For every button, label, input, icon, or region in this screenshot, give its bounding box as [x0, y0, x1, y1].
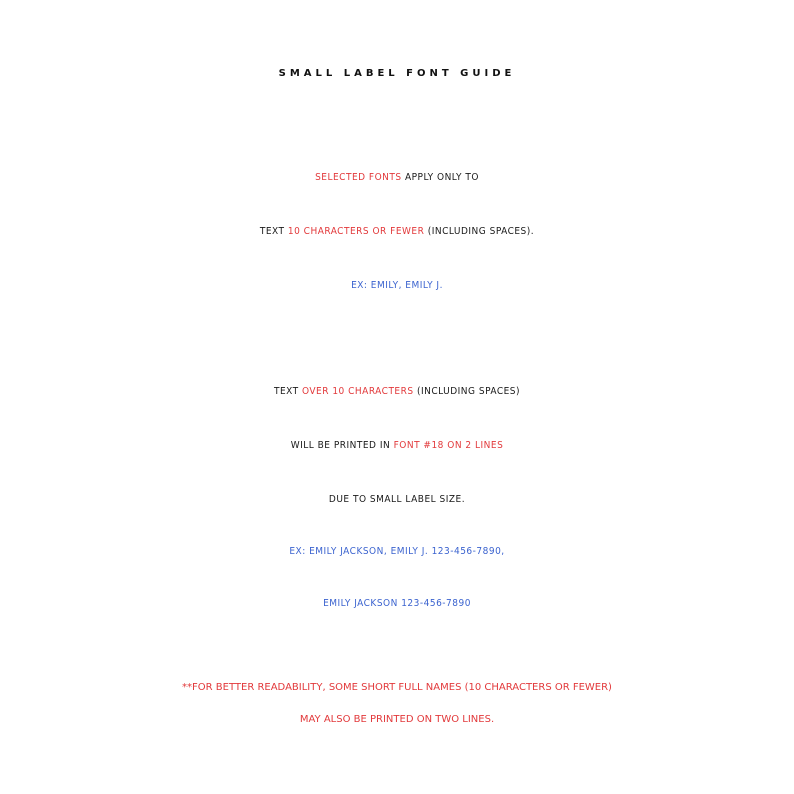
section2-line2 [0, 440, 794, 451]
section1-line1 [0, 172, 794, 183]
section1-example: EX: EMILY, EMILY J. [351, 280, 443, 291]
note-line1: **FOR BETTER READABILITY, SOME SHORT FULL NAMES (10 CHARACTERS OR FEWER) [182, 682, 612, 693]
text-prefix: TEXT [259, 226, 288, 237]
section1-line2 [0, 226, 794, 237]
font-18-text: FONT #18 ON 2 LINES [393, 440, 504, 451]
over-ten-characters-text: OVER 10 CHARACTERS [301, 386, 414, 397]
page-title: SMALL LABEL FONT GUIDE [278, 68, 516, 79]
selected-fonts-text: SELECTED FONTS [315, 172, 402, 183]
note-line2: MAY ALSO BE PRINTED ON TWO LINES. [299, 714, 495, 725]
text-prefix: TEXT [273, 386, 302, 397]
including-spaces-text: (INCLUDING SPACES). [424, 226, 535, 237]
section2-example1: EX: EMILY JACKSON, EMILY J. 123-456-7890, [289, 546, 505, 557]
section2-example2: EMILY JACKSON 123-456-7890 [323, 598, 471, 609]
will-be-printed-text: WILL BE PRINTED IN [290, 440, 394, 451]
section2-line3: DUE TO SMALL LABEL SIZE. [328, 494, 466, 505]
apply-only-text: APPLY ONLY TO [401, 172, 479, 183]
ten-characters-text: 10 CHARACTERS OR FEWER [287, 226, 425, 237]
section2-line1 [0, 386, 794, 397]
including-spaces-text: (INCLUDING SPACES) [413, 386, 521, 397]
